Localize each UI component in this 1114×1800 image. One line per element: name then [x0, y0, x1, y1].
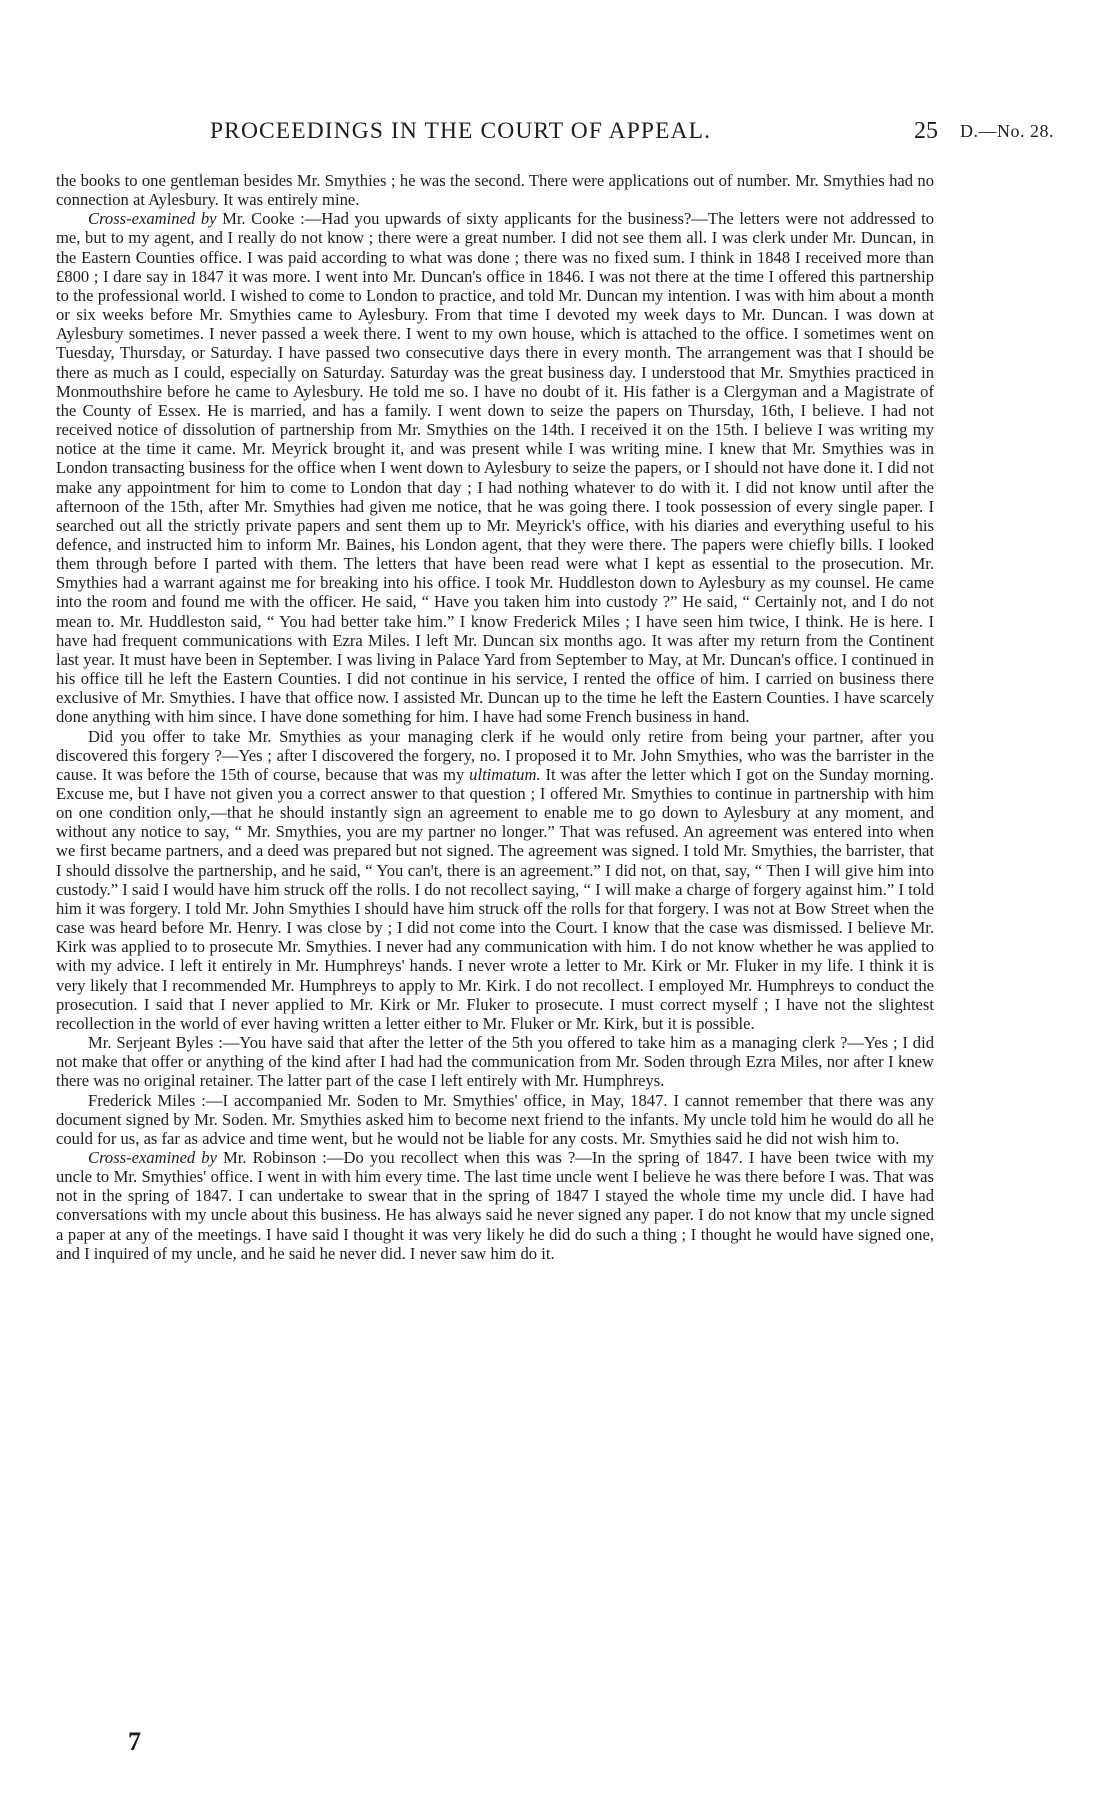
paragraph-text: the books to one gentleman besides Mr. Smythies ; he was the second. There were applications out of number. Mr. Smythies had no connection at Aylesbury. It was entirely mine. [56, 171, 934, 210]
signature-mark: 7 [128, 1727, 141, 1756]
emphasis-text: ultimatum. [469, 764, 541, 784]
page-number: 25 [914, 118, 938, 144]
running-title: PROCEEDINGS IN THE COURT OF APPEAL. [210, 118, 712, 144]
paragraph-text: Mr. Robinson :—Do you recollect when this was ?—In the spring of 1847. I have been twice with my uncle to Mr. Smythies' office. I went in with him every time. The last time uncle went I believe he was there before I was. That was not in the spring of 1847. I can undertake to swear that in the spring of 1847 I stayed the whole time my uncle did. I have had conversations with my uncle about this business. He has always said he never signed any paper. I do not know that my uncle signed a paper at any of the meetings. I have said I thought it was very likely he did do such a thing ; I thought he would have signed one, and I inquired of my uncle, and he said he never did. I never saw him do it. [56, 1147, 934, 1263]
paragraph-text: Mr. Serjeant Byles :—You have said that after the letter of the 5th you offered to take him as a managing clerk ?—Yes ; I did not make that offer or anything of the kind after I had had the communication from Mr. Soden through Ezra Miles, nor after I knew there was no original retainer. The latter part of the case I left entirely with Mr. Humphreys. [56, 1033, 934, 1091]
paragraph [56, 727, 934, 1034]
paragraph-text: Did you offer to take Mr. Smythies as your managing clerk if he would only retire from being your partner, after you discovered this forgery ?—Yes ; after I discovered the forgery, no. I proposed it to Mr. John Smythies, who was the barrister in the cause. It was before the 15th of course, because that was my [56, 726, 934, 784]
paragraph-text-tail: It was after the letter which I got on the Sunday morning. Excuse me, but I have not given you a correct answer to that question ; I offered Mr. Smythies to continue in partnership with him on one condition only,—that he should instantly sign an agreement to enable me to go down to Aylesbury at any moment, and without any notice to say, “ Mr. Smythies, you are my partner no longer.” That was refused. An agreement was entered into when we first became partners, and a deed was prepared but not signed. The agreement was signed. I told Mr. Smythies, the barrister, that I should dissolve the partnership, and he said, “ You can't, there is an agreement.” I did not, on that, say, “ Then I will give him into custody.” I said I would have him struck off the rolls. I do not recollect saying, “ I will make a charge of forgery against him.” I told him it was forgery. I told Mr. John Smythies I should have him struck off the rolls for that forgery. I was not at Bow Street when the case was heard before Mr. Henry. I was close by ; I did not come into the Court. I know that the case was dismissed. I believe Mr. Kirk was applied to to prosecute Mr. Smythies. I never had any communication with him. I do not know whether he was applied to with my advice. I left it entirely in Mr. Humphreys' hands. I never wrote a letter to Mr. Kirk or Mr. Fluker in my life. I think it is very likely that I recommended Mr. Humphreys to apply to Mr. Kirk. I do not recollect. I employed Mr. Humphreys to conduct the prosecution. I said that I never applied to Mr. Kirk or Mr. Fluker to prosecute. I must correct myself ; I have not the slightest recollection in the world of ever having written a letter either to Mr. Fluker or Mr. Kirk, but it is possible. [56, 764, 934, 1033]
paragraph-text: Mr. Cooke :—Had you upwards of sixty applicants for the business?—The letters were not addressed to me, but to my agent, and I really do not know ; there were a great number. I did not see them all. I was clerk under Mr. Duncan, in the Eastern Counties office. I was paid according to what was done ; there was no fixed sum. I think in 1848 I received more than £800 ; I dare say in 1847 it was more. I went into Mr. Duncan's office in 1846. I was not there at the time I offered this partnership to the professional world. I wished to come to London to practice, and told Mr. Duncan my intention. I was with him about a month or six weeks before Mr. Smythies came to Aylesbury. From that time I devoted my week days to Mr. Duncan. I was down at Aylesbury sometimes. I never passed a week there. I went to my own house, which is attached to the office. I sometimes went on Tuesday, Thursday, or Saturday. I have passed two consecutive days there in every month. The arrangement was that I should be there as much as I could, especially on Saturday. Saturday was the great business day. I understood that Mr. Smythies practiced in Monmouthshire before he came to Aylesbury. He told me so. I have no doubt of it. His father is a Clergyman and a Magistrate of the County of Essex. He is married, and has a family. I went down to seize the papers on Thursday, 16th, I believe. I had not received notice of dissolution of partnership from Mr. Smythies on the 14th. I received it on the 15th. I believe I was writing my notice at the time it came. Mr. Meyrick brought it, and was present while I was writing mine. I knew that Mr. Smythies was in London transacting business for the office when I went down to Aylesbury to seize the papers, or I should not have done it. I did not make any appointment for him to come to London that day ; I had nothing whatever to do with it. I did not know until after the afternoon of the 15th, after Mr. Smythies had given me notice, that he was going there. I took possession of every single paper. I searched out all the strictly private papers and sent them up to Mr. Meyrick's office, with his diaries and everything useful to his defence, and instructed him to inform Mr. Baines, his London agent, that they were there. The papers were chiefly bills. I looked them through before I parted with them. The letters that have been read were what I kept as essential to the prosecution. Mr. Smythies had a warrant against me for breaking into his office. I took Mr. Huddleston down to Aylesbury as my counsel. He came into the room and found me with the officer. He said, “ Have you taken him into custody ?” He said, “ Certainly not, and I do not mean to. Mr. Huddleston said, “ You had better take him.” I know Frederick Miles ; I have seen him twice, I think. He is here. I have had frequent communications with Ezra Miles. I left Mr. Duncan six months ago. It was after my return from the Continent last year. It must have been in September. I was living in Palace Yard from September to May, at Mr. Duncan's office. I continued in his office till he left the Eastern Counties. I did not continue in his service, I rented the office of him. I carried on business there exclusive of Mr. Smythies. I have that office now. I assisted Mr. Duncan up to the time he left the Eastern Counties. I have scarcely done anything with him since. I have done something for him. I have had some French business in hand. [56, 209, 934, 727]
paragraph-lead: Cross-examined by [88, 209, 217, 229]
paragraph [56, 1033, 934, 1090]
paragraph [56, 1091, 934, 1148]
paragraph [56, 1148, 934, 1263]
body-text [56, 171, 934, 1263]
paragraph-text: Frederick Miles :—I accompanied Mr. Soden to Mr. Smythies' office, in May, 1847. I cannot remember that there was any document signed by Mr. Soden. Mr. Smythies asked him to become next friend to the infants. My uncle told him he would do all he could for us, as far as advice and time went, but he would not be liable for any costs. Mr. Smythies said he did not wish him to. [56, 1090, 934, 1148]
document-reference: D.—No. 28. [960, 121, 1054, 141]
paragraph [56, 171, 934, 209]
paragraph-lead: Cross-examined by [88, 1147, 217, 1167]
paragraph [56, 209, 934, 726]
page-header [0, 118, 1114, 148]
